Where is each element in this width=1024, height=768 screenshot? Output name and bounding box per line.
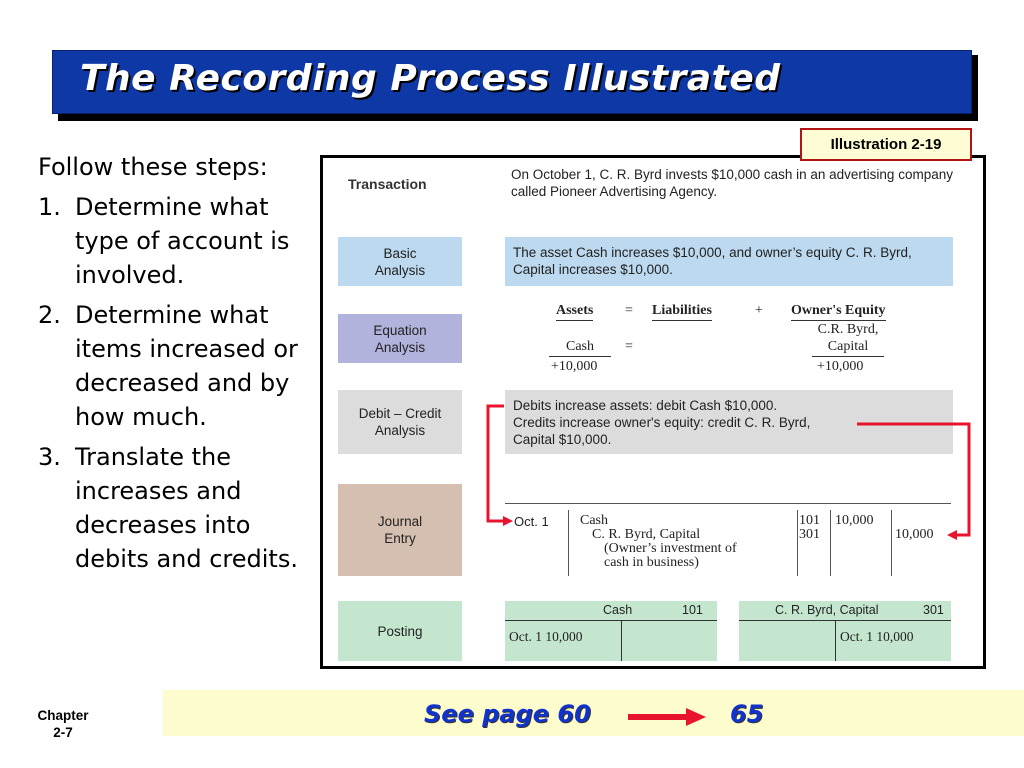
chapter-label: Chapter <box>37 708 89 723</box>
journal-credit-ref: 301 <box>799 527 820 542</box>
journal-explanation-line2: cash in business) <box>604 555 699 570</box>
credit-connector-line <box>857 424 969 535</box>
journal-credit-account: C. R. Byrd, Capital <box>592 527 701 542</box>
page-to-reference: 65 <box>730 700 764 728</box>
illustration-label: Illustration 2-19 <box>800 128 972 161</box>
equation-analysis-label-text: Equation Analysis <box>373 322 427 355</box>
journal-connector-arrows <box>323 158 986 669</box>
debit-credit-line1: Debits increase assets: debit Cash $10,000. <box>513 398 778 413</box>
equation-owners-equity: Owner's Equity <box>791 303 886 321</box>
illustration-frame <box>320 155 986 669</box>
journal-debit-ref: 101 <box>799 513 820 528</box>
cash-taccount-entry: Oct. 1 10,000 <box>509 629 583 644</box>
journal-date: Oct. 1 <box>514 514 549 529</box>
step-text: Translate the increases and decreases into debits and credits. <box>75 443 298 573</box>
cash-taccount-number: 101 <box>682 603 703 617</box>
cash-taccount-name: Cash <box>603 603 633 617</box>
step-text: Determine what items increased or decreased and by how much. <box>75 301 298 431</box>
equation-capital-amount: +10,000 <box>817 359 864 374</box>
capital-taccount-entry: Oct. 1 10,000 <box>840 629 914 644</box>
debit-credit-line3: Capital $10,000. <box>513 432 612 447</box>
debit-credit-line2: Credits increase owner's equity: credit C. R. Byrd, <box>513 415 811 430</box>
equation-capital-line1: C.R. Byrd, <box>817 322 879 337</box>
equation-plus-sign: + <box>755 303 763 318</box>
step-number: 1. <box>38 193 61 221</box>
debit-connector-line <box>488 406 506 521</box>
debit-credit-analysis-label-text: Debit – Credit Analysis <box>358 406 442 438</box>
journal-debit-amount: 10,000 <box>835 513 874 528</box>
basic-analysis-text: The asset Cash increases $10,000, and owner’s equity C. R. Byrd, Capital increases $10,000. <box>505 237 953 286</box>
equation-cash: Cash <box>549 339 611 357</box>
debit-arrowhead-icon <box>503 516 513 526</box>
step-item <box>38 190 298 292</box>
equation-liabilities: Liabilities <box>652 303 712 321</box>
step-text: Determine what type of account is involved. <box>75 193 290 289</box>
equation-equals-sign: = <box>625 303 633 318</box>
equation-assets: Assets <box>556 303 593 321</box>
transaction-label: Transaction <box>348 176 427 192</box>
step-number: 2. <box>38 301 61 329</box>
equation-capital-line2: Capital <box>812 339 884 357</box>
chapter-footer <box>30 707 96 741</box>
credit-arrowhead-icon <box>947 530 957 540</box>
footer-bar <box>163 690 1024 736</box>
slide-title: The Recording Process Illustrated <box>80 58 781 99</box>
equation-equals-sign-2: = <box>625 339 633 354</box>
posting-label-text: Posting <box>377 623 423 639</box>
capital-taccount-number: 301 <box>923 603 944 617</box>
chapter-page: 2-7 <box>53 725 73 740</box>
steps-intro: Follow these steps: <box>38 153 268 181</box>
journal-explanation-line1: (Owner’s investment of <box>604 541 737 556</box>
red-arrow-icon <box>628 707 708 727</box>
journal-credit-amount: 10,000 <box>895 527 934 542</box>
transaction-text: On October 1, C. R. Byrd invests $10,000 cash in an advertising company called Pioneer Advertising Agency. <box>511 167 953 199</box>
see-page-reference: See page 60 <box>424 700 591 728</box>
journal-entry-label-text: Journal Entry <box>377 514 423 546</box>
step-item <box>38 298 298 434</box>
step-number: 3. <box>38 443 61 471</box>
journal-debit-account: Cash <box>580 513 608 528</box>
basic-analysis-label-text: Basic Analysis <box>374 245 426 278</box>
step-item <box>38 440 298 576</box>
steps-list <box>38 150 298 582</box>
equation-cash-amount: +10,000 <box>551 359 598 374</box>
capital-taccount-name: C. R. Byrd, Capital <box>775 603 879 617</box>
